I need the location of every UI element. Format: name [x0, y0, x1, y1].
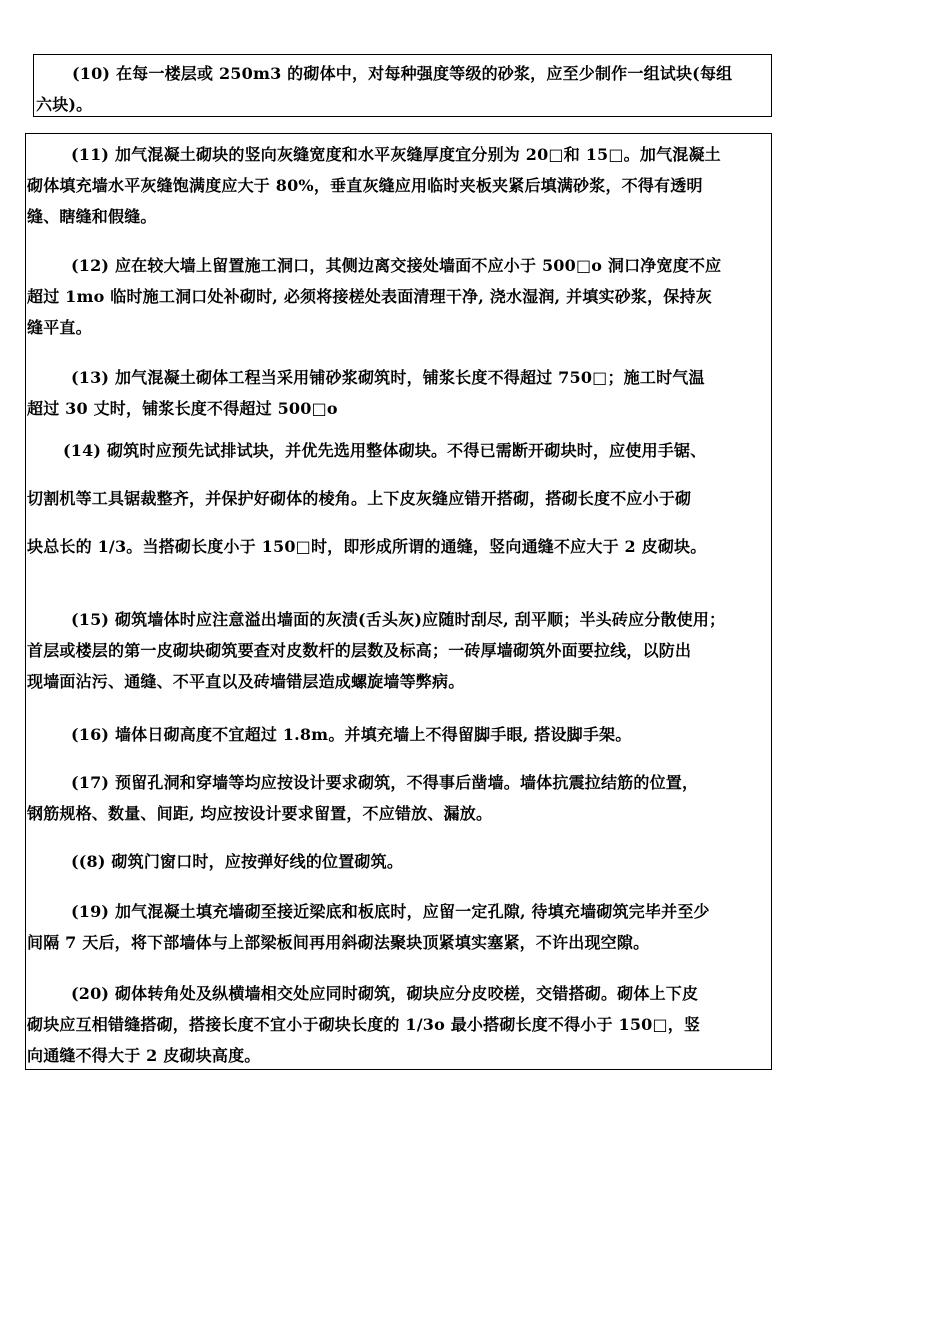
- paragraph-13-line-1: (13) 加气混凝土砌体工程当采用铺砂浆砌筑时，铺浆长度不得超过 750□；施工时气温: [71, 368, 705, 387]
- paragraph-15-line-2: 首层或楼层的第一皮砌块砌筑要查对皮数杆的层数及标高；一砖厚墙砌筑外面要拉线，以防出: [27, 641, 692, 660]
- paragraph-19-line-2: 间隔 7 天后，将下部墙体与上部梁板间再用斜砌法聚块顶紧填实塞紧，不许出现空隙。: [27, 933, 650, 952]
- paragraph-20-line-2: 砌块应互相错缝搭砌，搭接长度不宜小于砌块长度的 1/3o 最小搭砌长度不得小于 150□，竖: [27, 1015, 701, 1034]
- paragraph-10-line-2: 六块)。: [36, 95, 93, 114]
- paragraph-14-line-3: 块总长的 1/3。当搭砌长度小于 150□时，即形成所谓的通缝，竖向通缝不应大于 2 皮砌块。: [27, 537, 707, 556]
- paragraph-20-line-1: (20) 砌体转角处及纵横墙相交处应同时砌筑，砌块应分皮咬槎，交错搭砌。砌体上下皮: [71, 984, 699, 1003]
- paragraph-11-line-1: (11) 加气混凝土砌块的竖向灰缝宽度和水平灰缝厚度宜分别为 20□和 15□。加气混凝土: [71, 145, 721, 164]
- paragraph-17-line-2: 钢筋规格、数量、间距, 均应按设计要求留置，不应错放、漏放。: [27, 804, 493, 823]
- paragraph-13-line-2: 超过 30 丈时，铺浆长度不得超过 500□o: [27, 399, 338, 418]
- paragraph-20-line-3: 向通缝不得大于 2 皮砌块高度。: [27, 1046, 261, 1065]
- paragraph-15-line-3: 现墙面沾污、通缝、不平直以及砖墙错层造成螺旋墙等弊病。: [27, 672, 465, 691]
- paragraph-19: [27, 896, 787, 958]
- paragraph-12-line-3: 缝平直。: [27, 318, 92, 337]
- paragraph-11-line-3: 缝、瞎缝和假缝。: [27, 207, 157, 226]
- paragraph-18-line-1: ((8) 砌筑门窗口时，应按弹好线的位置砌筑。: [71, 852, 404, 871]
- paragraph-13: [27, 362, 787, 424]
- paragraph-16-line-1: (16) 墙体日砌高度不宜超过 1.8m。并填充墙上不得留脚手眼, 搭设脚手架。: [71, 725, 632, 744]
- paragraph-15-line-1: (15) 砌筑墙体时应注意溢出墙面的灰渍(舌头灰)应随时刮尽, 刮平顺；半头砖应分散使用；: [71, 610, 726, 629]
- paragraph-14: [27, 427, 787, 571]
- paragraph-15: [27, 604, 787, 697]
- paragraph-12-line-1: (12) 应在较大墙上留置施工洞口，其侧边离交接处墙面不应小于 500□o 洞口净宽度不应: [71, 256, 722, 275]
- paragraph-10: [36, 58, 781, 120]
- paragraph-12-line-2: 超过 1mo 临时施工洞口处补砌时, 必须将接槎处表面清理干净, 浇水湿润, 并填实砂浆，保持灰: [27, 287, 712, 306]
- paragraph-10-line-1: (10) 在每一楼层或 250m3 的砌体中，对每种强度等级的砂浆，应至少制作一组试块(每组: [72, 64, 733, 83]
- paragraph-17: [27, 767, 787, 829]
- paragraph-12: [27, 250, 787, 343]
- paragraph-11: [27, 139, 787, 232]
- paragraph-14-line-2: 切割机等工具锯裁整齐，并保护好砌体的棱角。上下皮灰缝应错开搭砌，搭砌长度不应小于砌: [27, 489, 692, 508]
- paragraph-11-line-2: 砌体填充墙水平灰缝饱满度应大于 80%，垂直灰缝应用临时夹板夹紧后填满砂浆，不得有透明: [27, 176, 703, 195]
- paragraph-16: [27, 719, 787, 750]
- paragraph-18: [27, 846, 787, 877]
- paragraph-20: [27, 978, 787, 1071]
- paragraph-14-line-1: (14) 砌筑时应预先试排试块，并优先选用整体砌块。不得已需断开砌块时，应使用手锯、: [63, 441, 707, 460]
- paragraph-19-line-1: (19) 加气混凝土填充墙砌至接近梁底和板底时，应留一定孔隙, 待填充墙砌筑完毕并至少: [71, 902, 710, 921]
- paragraph-17-line-1: (17) 预留孔洞和穿墙等均应按设计要求砌筑，不得事后凿墙。墙体抗震拉结筋的位置，: [71, 773, 699, 792]
